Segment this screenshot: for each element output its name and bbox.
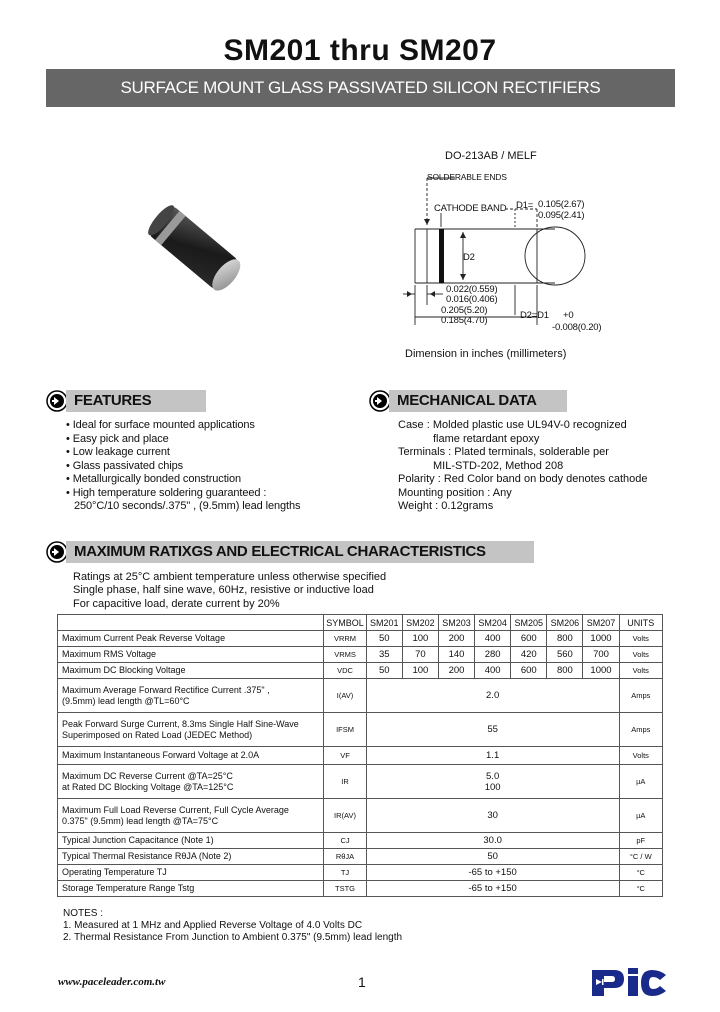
subtitle-banner: SURFACE MOUNT GLASS PASSIVATED SILICON RECTIFIERS — [46, 69, 675, 107]
unit-cell: °C / W — [619, 849, 662, 865]
param-cell: Storage Temperature Range Tstg — [58, 881, 324, 897]
symbol-cell: IR(AV) — [324, 799, 366, 833]
unit-cell: µA — [619, 765, 662, 799]
cathode-band-mark — [439, 229, 444, 283]
param-cell: Maximum RMS Voltage — [58, 647, 324, 663]
table-row — [58, 747, 663, 765]
value-cell: 50 — [366, 631, 402, 647]
list-item: Mounting position : Any — [398, 486, 512, 499]
unit-cell: Volts — [619, 647, 662, 663]
features-header — [46, 390, 346, 412]
condition-line: Single phase, half sine wave, 60Hz, resistive or inductive load — [73, 584, 374, 597]
ratings-conditions — [73, 571, 573, 611]
unit-cell: °C — [619, 881, 662, 897]
cathode-band-label: CATHODE BAND — [434, 203, 507, 214]
value-cell-span: 50 — [366, 849, 619, 865]
unit-cell: °C — [619, 865, 662, 881]
symbol-cell: IFSM — [324, 713, 366, 747]
arrow-circle-icon — [46, 390, 68, 412]
value-cell: 800 — [547, 631, 583, 647]
value-cell: 1000 — [583, 631, 619, 647]
header-cell-sm206: SM206 — [547, 615, 583, 631]
symbol-cell: VRMS — [324, 647, 366, 663]
value-cell: 400 — [475, 663, 511, 679]
value-cell: 600 — [511, 631, 547, 647]
symbol-cell: TJ — [324, 865, 366, 881]
table-row — [58, 765, 663, 799]
param-cell: Maximum Instantaneous Forward Voltage at 2.0A — [58, 747, 324, 765]
symbol-cell: RθJA — [324, 849, 366, 865]
table-row — [58, 865, 663, 881]
list-item: flame retardant epoxy — [433, 432, 540, 445]
features-list — [66, 419, 366, 514]
value-cell: 560 — [547, 647, 583, 663]
unit-cell: Amps — [619, 713, 662, 747]
param-cell: Maximum Full Load Reverse Current, Full Cycle Average 0.375" (9.5mm) lead length @TA=75°C — [58, 799, 324, 833]
value-cell: 70 — [402, 647, 438, 663]
table-row — [58, 799, 663, 833]
tolerance-minus: -0.008(0.20) — [552, 322, 602, 333]
value-cell-span: -65 to +150 — [366, 881, 619, 897]
arrow-circle-icon — [369, 390, 391, 412]
symbol-cell: I(AV) — [324, 679, 366, 713]
table-row — [58, 663, 663, 679]
spec-table — [57, 614, 663, 897]
ratings-header — [46, 541, 666, 563]
table-row — [58, 833, 663, 849]
table-row — [58, 713, 663, 747]
symbol-cell: VF — [324, 747, 366, 765]
value-cell: 35 — [366, 647, 402, 663]
header-cell-sm201: SM201 — [366, 615, 402, 631]
value-cell: 280 — [475, 647, 511, 663]
symbol-cell: VDC — [324, 663, 366, 679]
mechanical-header — [369, 390, 669, 412]
unit-cell: µA — [619, 799, 662, 833]
dimension-note: Dimension in inches (millimeters) — [405, 348, 567, 360]
arrow-circle-icon — [46, 541, 68, 563]
list-item: 250°C/10 seconds/.375" , (9.5mm) lead lengths — [74, 500, 301, 512]
table-header-row — [58, 615, 663, 631]
table-row — [58, 679, 663, 713]
header-cell-sm202: SM202 — [402, 615, 438, 631]
value-cell-span: 30.0 — [366, 833, 619, 849]
unit-cell: Volts — [619, 663, 662, 679]
value-cell: 140 — [438, 647, 474, 663]
condition-line: Ratings at 25°C ambient temperature unless otherwise specified — [73, 571, 387, 583]
value-cell-span: -65 to +150 — [366, 865, 619, 881]
value-cell-span: 2.0 — [366, 679, 619, 713]
header-cell-sm205: SM205 — [511, 615, 547, 631]
symbol-cell: TSTG — [324, 881, 366, 897]
list-item: MIL-STD-202, Method 208 — [433, 459, 564, 472]
param-cell: Typical Thermal Resistance RθJA (Note 2) — [58, 849, 324, 865]
value-cell: 800 — [547, 663, 583, 679]
value-cell: 100 — [402, 663, 438, 679]
list-item: Polarity : Red Color band on body denotes cathode — [398, 473, 648, 485]
unit-cell: pF — [619, 833, 662, 849]
list-item: • Metallurgically bonded construction — [66, 473, 242, 485]
d2-label: D2 — [463, 252, 475, 263]
d1-min: 0.095(2.41) — [538, 210, 585, 221]
tolerance-plus: +0 — [563, 310, 574, 321]
notes-heading: NOTES : — [63, 908, 104, 919]
value-cell-span: 5.0 100 — [366, 765, 619, 799]
param-cell: Operating Temperature TJ — [58, 865, 324, 881]
value-cell-span: 1.1 — [366, 747, 619, 765]
length-min: 0.185(4.70) — [441, 315, 488, 326]
list-item: • Easy pick and place — [66, 432, 169, 445]
value-cell: 600 — [511, 663, 547, 679]
list-item: • Glass passivated chips — [66, 459, 184, 472]
table-row — [58, 647, 663, 663]
table-row — [58, 849, 663, 865]
package-name: DO-213AB / MELF — [445, 150, 537, 162]
table-body — [58, 631, 663, 897]
features-heading: FEATURES — [74, 392, 152, 409]
symbol-cell: IR — [324, 765, 366, 799]
page-number: 1 — [358, 974, 366, 990]
list-item: • High temperature soldering guaranteed : — [66, 486, 267, 499]
symbol-cell: CJ — [324, 833, 366, 849]
header-cell-sm207: SM207 — [583, 615, 619, 631]
param-cell: Maximum Average Forward Rectifice Current .375" , (9.5mm) lead length @TL=60°C — [58, 679, 324, 713]
condition-line: For capacitive load, derate current by 20% — [73, 597, 280, 610]
value-cell: 700 — [583, 647, 619, 663]
value-cell: 100 — [402, 631, 438, 647]
value-cell: 420 — [511, 647, 547, 663]
list-item: • Ideal for surface mounted applications — [66, 419, 255, 431]
header-cell-sm203: SM203 — [438, 615, 474, 631]
band-width-max: 0.022(0.559) — [446, 284, 498, 295]
note-item: 2. Thermal Resistance From Junction to Ambient 0.375" (9.5mm) lead length — [63, 932, 403, 943]
ratings-heading: MAXIMUM RATIXGS AND ELECTRICAL CHARACTERISTICS — [74, 543, 486, 560]
unit-cell: Volts — [619, 747, 662, 765]
param-cell: Typical Junction Capacitance (Note 1) — [58, 833, 324, 849]
unit-cell: Volts — [619, 631, 662, 647]
symbol-cell: VRRM — [324, 631, 366, 647]
value-cell: 1000 — [583, 663, 619, 679]
table-row — [58, 631, 663, 647]
website-link[interactable]: www.paceleader.com.tw — [58, 976, 166, 988]
param-cell: Maximum Current Peak Reverse Voltage — [58, 631, 324, 647]
value-cell: 400 — [475, 631, 511, 647]
value-cell-span: 55 — [366, 713, 619, 747]
header-cell-symbol: SYMBOL — [324, 615, 366, 631]
band-width-min: 0.016(0.406) — [446, 294, 498, 305]
page-title: SM201 thru SM207 — [223, 34, 497, 67]
pic-logo — [590, 966, 670, 998]
d2-equation: D2=D1 — [520, 310, 549, 321]
value-cell: 200 — [438, 663, 474, 679]
list-item: Case : Molded plastic use UL94V-0 recognized — [398, 419, 627, 431]
list-item: Weight : 0.12grams — [398, 500, 494, 512]
list-item: Terminals : Plated terminals, solderable per — [398, 446, 609, 458]
package-outline-diagram — [395, 165, 615, 335]
length-max: 0.205(5.20) — [441, 305, 488, 316]
param-cell: Maximum DC Blocking Voltage — [58, 663, 324, 679]
header-cell-sm204: SM204 — [475, 615, 511, 631]
list-item: • Low leakage current — [66, 446, 170, 458]
header-cell-units: UNITS — [619, 615, 662, 631]
value-cell-span: 30 — [366, 799, 619, 833]
component-photo — [140, 195, 250, 305]
solderable-ends-label: SOLDERABLE ENDS — [427, 172, 507, 182]
unit-cell: Amps — [619, 679, 662, 713]
mechanical-list — [398, 419, 698, 514]
notes — [63, 908, 663, 944]
param-cell: Peak Forward Surge Current, 8.3ms Single Half Sine-Wave Superimposed on Rated Load (JEDEC Method) — [58, 713, 324, 747]
value-cell: 50 — [366, 663, 402, 679]
d1-max: 0.105(2.67) — [538, 199, 585, 210]
d1-label: D1= — [516, 200, 534, 211]
mechanical-heading: MECHANICAL DATA — [397, 392, 537, 409]
table-row — [58, 881, 663, 897]
note-item: 1. Measured at 1 MHz and Applied Reverse Voltage of 4.0 Volts DC — [63, 920, 363, 931]
param-cell: Maximum DC Reverse Current @TA=25°C at Rated DC Blocking Voltage @TA=125°C — [58, 765, 324, 799]
value-cell: 200 — [438, 631, 474, 647]
header-cell-param — [58, 615, 324, 631]
